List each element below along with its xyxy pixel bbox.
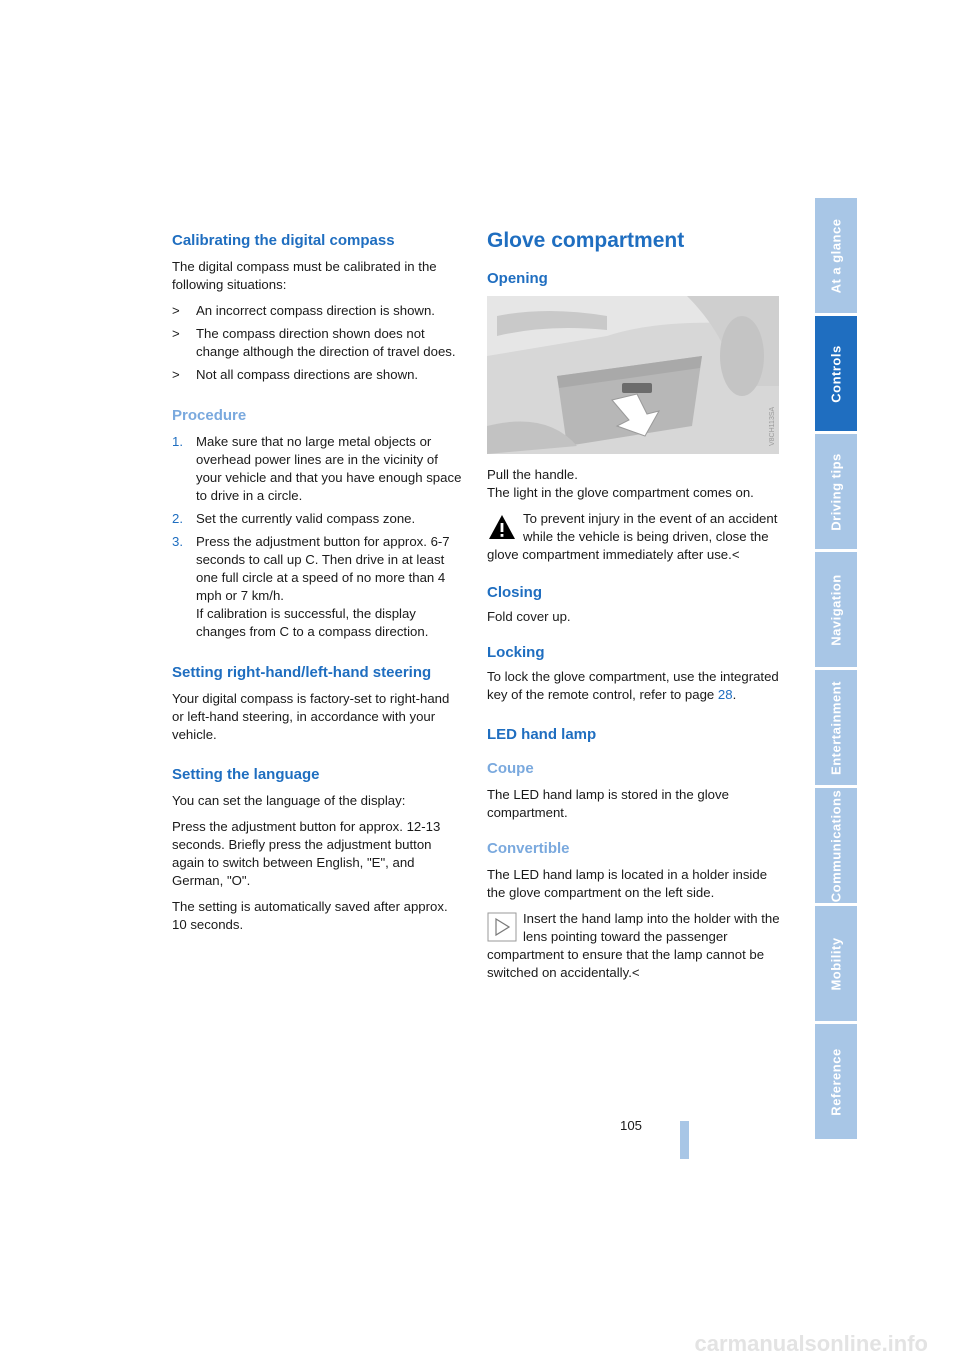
warning-icon <box>487 512 517 542</box>
step-text: Set the currently valid compass zone. <box>196 511 416 526</box>
tab-entertainment[interactable] <box>815 670 857 788</box>
list-item <box>172 366 462 384</box>
warning-text: To prevent injury in the event of an accident while the vehicle is being driven, close the glove compartment immediately after use. <box>487 511 778 562</box>
language-save-note: The setting is automatically saved after approx. 10 seconds. <box>172 899 448 932</box>
step-number: 1. <box>172 434 183 449</box>
tab-navigation[interactable] <box>815 552 857 670</box>
bullet-marker: > <box>172 303 180 318</box>
step-3-text: Press the adjustment button for approx. 6-7 seconds to call up C. Then drive in at least one full circle at a speed of no more than 4 mph or 7 km/h. <box>196 534 450 603</box>
end-marker: < <box>731 547 740 562</box>
heading-calibrating: Calibrating the digital compass <box>172 232 395 249</box>
convertible-text: The LED hand lamp is located in a holder inside the glove compartment on the left side. <box>487 867 768 900</box>
locking-text <box>487 668 783 704</box>
right-column <box>487 228 783 992</box>
tab-label: Navigation <box>828 573 844 646</box>
pull-handle-text: Pull the handle. <box>487 467 578 482</box>
step-item <box>172 533 462 641</box>
step-3-result: If calibration is successful, the display changes from C to a compass direction. <box>196 606 429 639</box>
bullet-text: Not all compass directions are shown. <box>196 367 419 382</box>
heading-closing: Closing <box>487 584 542 601</box>
tab-label: Driving tips <box>828 452 844 531</box>
language-procedure: Press the adjustment button for approx. 12-13 seconds. Briefly press the adjustment button again to switch between English, "E", and German, "O". <box>172 819 441 888</box>
step-number: 2. <box>172 511 183 526</box>
step-number: 3. <box>172 534 183 549</box>
closing-text: Fold cover up. <box>487 609 571 624</box>
note-icon <box>487 912 517 942</box>
watermark-logo <box>0 1330 960 1358</box>
heading-procedure: Procedure <box>172 407 247 424</box>
warning-note <box>487 510 783 564</box>
light-on-text: The light in the glove compartment comes on. <box>487 485 754 500</box>
tab-at-a-glance[interactable] <box>815 198 857 316</box>
language-intro: You can set the language of the display: <box>172 793 406 808</box>
list-item <box>172 302 462 320</box>
bullet-marker: > <box>172 326 180 341</box>
tab-label: At a glance <box>828 218 844 293</box>
end-marker: < <box>631 965 640 980</box>
steering-text: Your digital compass is factory-set to right-hand or left-hand steering, in accordance with your vehicle. <box>172 691 450 742</box>
figure-code <box>767 388 777 448</box>
tab-controls[interactable] <box>815 316 857 434</box>
tab-reference[interactable] <box>815 1024 857 1142</box>
list-item <box>172 325 462 361</box>
tab-label: Communications <box>828 789 844 902</box>
section-tabs <box>815 198 857 1142</box>
tab-mobility[interactable] <box>815 906 857 1024</box>
tab-label: Reference <box>828 1047 844 1116</box>
step-item <box>172 510 462 528</box>
page-number-bar <box>680 1121 689 1159</box>
coupe-text: The LED hand lamp is stored in the glove compartment. <box>487 787 729 820</box>
bullet-marker: > <box>172 367 180 382</box>
page-link[interactable]: 28 <box>717 687 733 702</box>
calibrating-intro: The digital compass must be calibrated in the following situations: <box>172 259 437 292</box>
heading-steering: Setting right-hand/left-hand steering <box>172 664 432 681</box>
page-number: 105 <box>620 1118 643 1133</box>
watermark-text: carmanualsonline.info <box>694 1331 928 1356</box>
bullet-text: The compass direction shown does not change although the direction of travel does. <box>196 326 456 359</box>
figure-code-text: V8CH113SA <box>769 406 776 446</box>
heading-glove-compartment: Glove compartment <box>487 229 685 252</box>
heading-language: Setting the language <box>172 766 320 783</box>
info-note <box>487 910 783 982</box>
step-item <box>172 433 462 505</box>
left-column <box>172 232 462 942</box>
heading-led-hand-lamp: LED hand lamp <box>487 726 597 743</box>
tab-driving-tips[interactable] <box>815 434 857 552</box>
heading-opening: Opening <box>487 270 548 287</box>
bullet-text: An incorrect compass direction is shown. <box>196 303 435 318</box>
glove-compartment-illustration <box>487 296 779 454</box>
step-text: Make sure that no large metal objects or overhead power lines are in the vicinity of your vehicle and that you have enough space to drive in a circle. <box>196 434 462 503</box>
tab-communications[interactable] <box>815 788 857 906</box>
heading-coupe: Coupe <box>487 760 534 777</box>
glove-compartment-figure <box>487 296 779 454</box>
heading-convertible: Convertible <box>487 840 570 857</box>
locking-period: . <box>732 687 737 702</box>
step-text <box>196 533 462 641</box>
heading-locking: Locking <box>487 644 545 661</box>
locking-body: To lock the glove compartment, use the integrated key of the remote control, refer to page <box>487 669 779 702</box>
note-text: Insert the hand lamp into the holder with the lens pointing toward the passenger compartment to ensure that the lamp cannot be switched on accidentally. <box>487 911 780 980</box>
tab-label: Entertainment <box>828 680 844 775</box>
tab-label: Mobility <box>828 936 844 991</box>
tab-label: Controls <box>828 344 844 403</box>
